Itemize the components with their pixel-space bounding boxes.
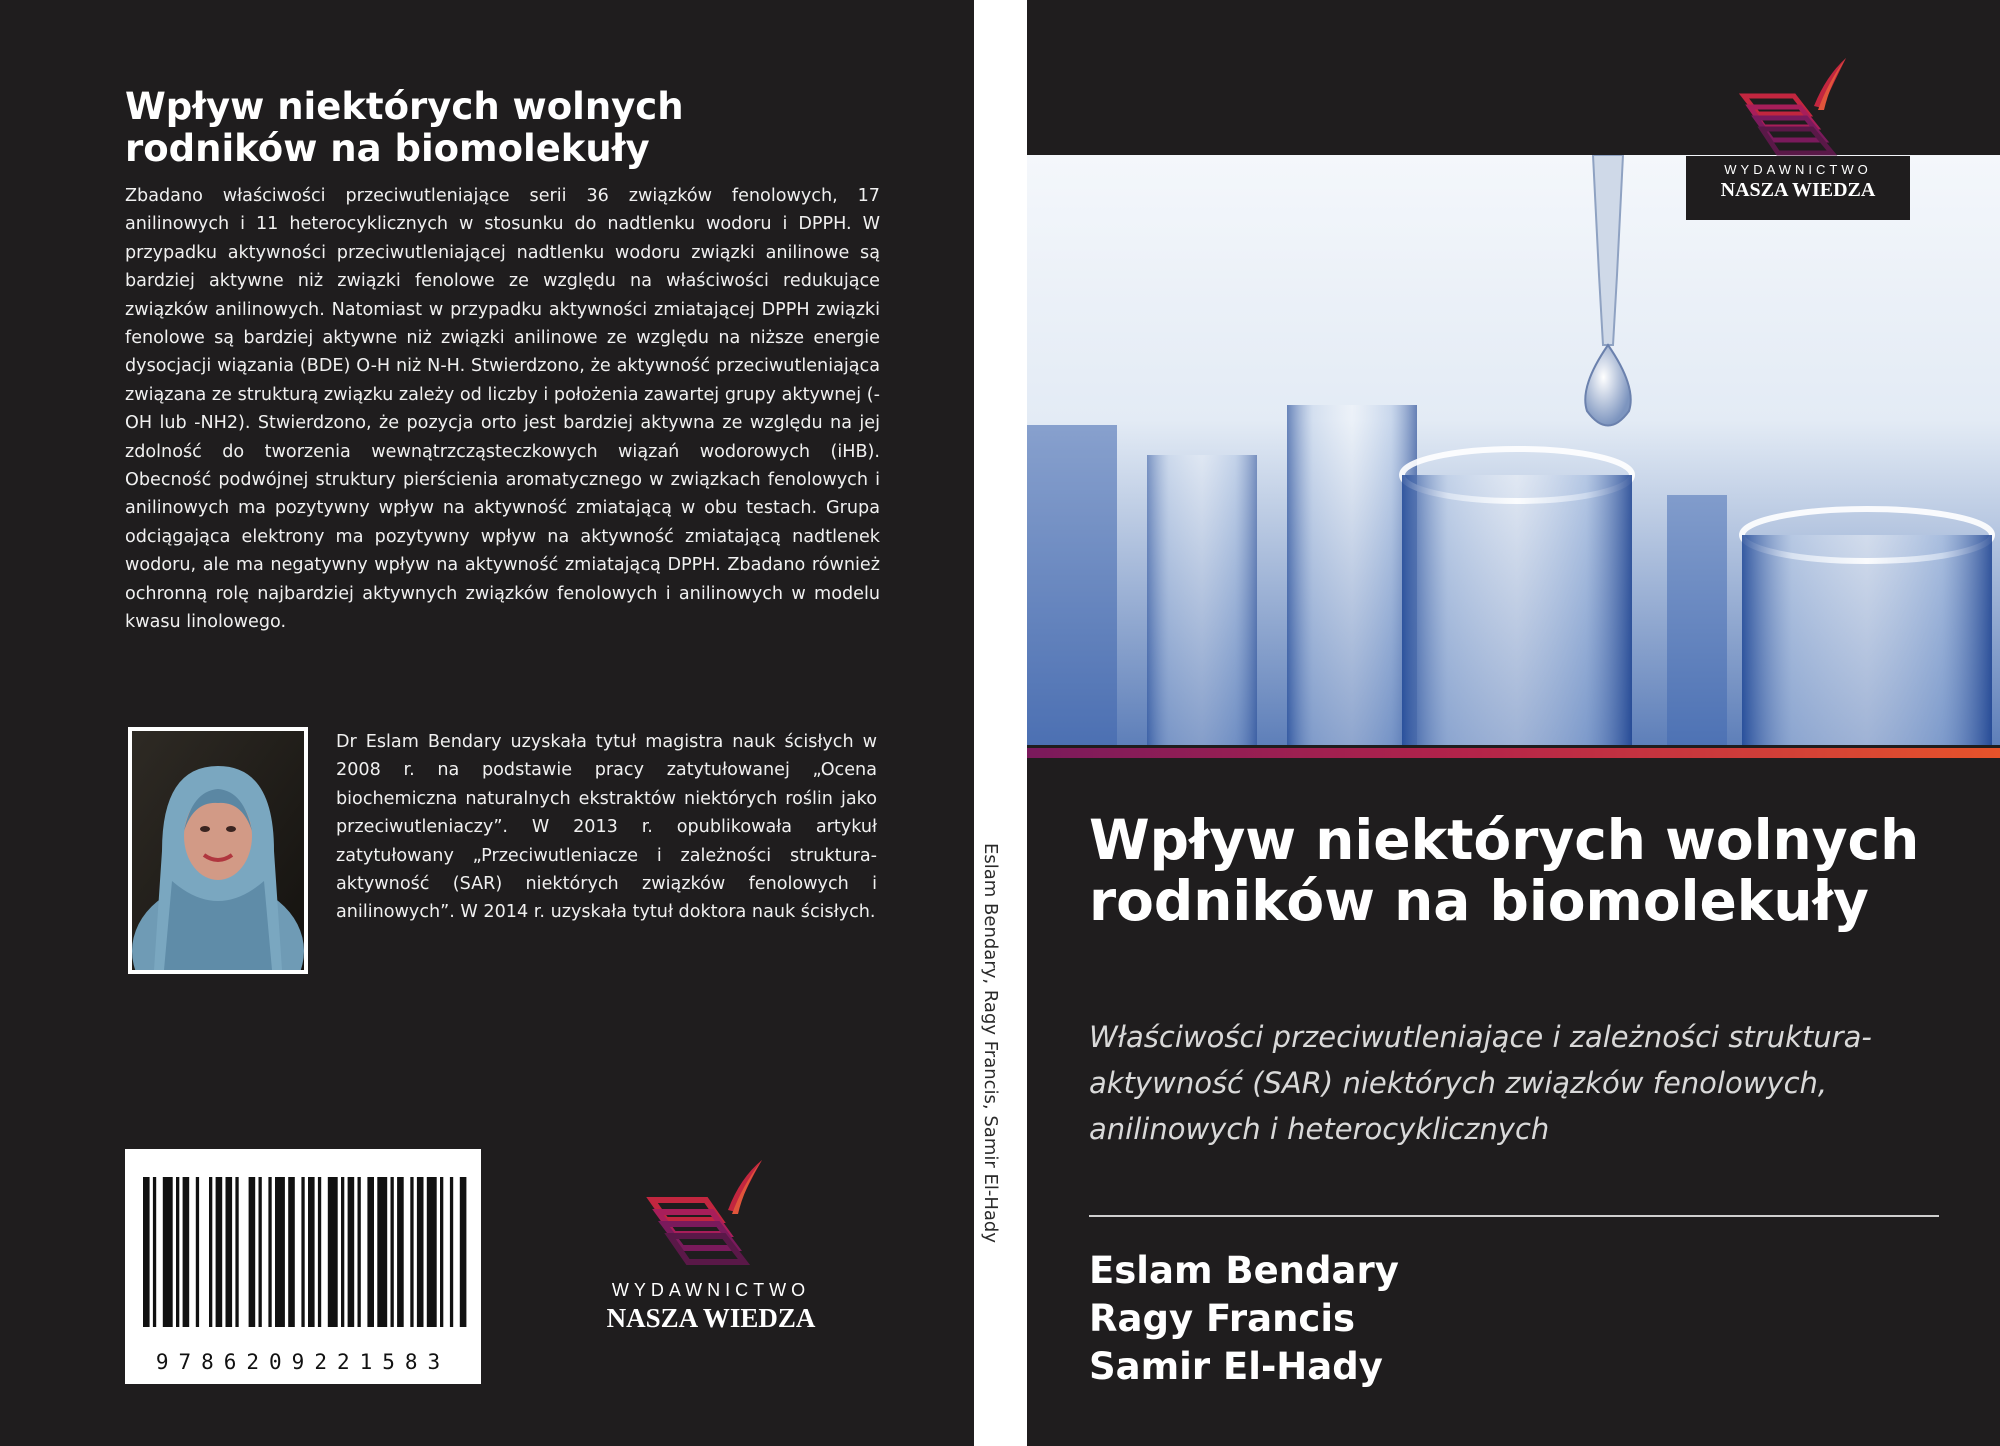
divider-line	[1089, 1215, 1939, 1217]
barcode-bar	[209, 1177, 212, 1327]
publisher-line1: WYDAWNICTWO	[611, 1280, 811, 1300]
barcode-bar	[397, 1177, 404, 1327]
author-bio: Dr Eslam Bendary uzyskała tytuł magistra nauk ścisłych w 2008 r. na podstawie pracy zatytułowanej „Ocena biochemiczna naturalnych ekstraktów niektórych roślin jako przeciwutleniaczy”. W 2013 r. opublikowała artykuł zatytułowany „Przeciwutleniacze i zależności struktura-aktywność (SAR) niektórych związków fenolowych i anilinowych”. W 2014 r. uzyskała tytuł doktora nauk ścisłych.	[336, 732, 877, 923]
lab-pipette-test-tubes-photo	[1027, 155, 2000, 745]
barcode-bar	[235, 1177, 238, 1327]
barcode-bar	[318, 1177, 321, 1327]
accent-stripe	[1027, 748, 2000, 758]
barcode-bar	[176, 1177, 179, 1327]
publisher-line2: NASZA WIEDZA	[606, 1303, 816, 1333]
front-cover-title: Wpływ niektórych wolnych rodników na biomolekuły	[1089, 808, 1920, 933]
publisher-line1: WYDAWNICTWO	[1724, 162, 1872, 177]
barcode-bar	[377, 1177, 387, 1327]
barcode-bar	[348, 1177, 355, 1327]
barcode-bar	[410, 1177, 413, 1327]
barcode-bar	[450, 1177, 453, 1327]
barcode-bar	[249, 1177, 256, 1327]
publisher-line2: NASZA WIEDZA	[1720, 179, 1876, 201]
barcode-bar	[367, 1177, 374, 1327]
barcode-bar	[341, 1177, 344, 1327]
barcode-bar	[308, 1177, 315, 1327]
barcode-bar	[268, 1177, 271, 1327]
front-logo-plate	[1686, 156, 1910, 220]
barcode-bar	[153, 1177, 156, 1327]
book-quill-icon	[582, 1158, 840, 1268]
barcode-bar	[163, 1177, 173, 1327]
barcode-bar	[417, 1177, 424, 1327]
author-name: Ragy Francis	[1089, 1297, 1356, 1340]
author-name: Samir El-Hady	[1089, 1345, 1383, 1388]
cover-photo	[1027, 155, 2000, 745]
back-cover-blurb: Zbadano właściwości przeciwutleniające serii 36 związków fenolowych, 17 anilinowych i 11 heterocyklicznych w stosunku do nadtlenku wodoru i DPPH. W przypadku aktywności przeciwutleniającej nadtlenku wodoru związki anilinowe są bardziej aktywne niż związki fenolowe ze względu na właściwości redukujące związków anilinowych. Natomiast w przypadku aktywności zmiatającej DPPH związki fenolowe są bardziej aktywne niż związki anilinowe ze względu na niższe energie dysocjacji wiązania (BDE) O-H niż N-H. Stwierdzono, że aktywność przeciwutleniająca związana ze strukturą związku zależy od liczby i położenia zawartej grupy aktywnej (-OH lub -NH2). Stwierdzono, że pozycja orto jest bardziej aktywna ze względu na jej zdolność do tworzenia wewnątrzcząsteczkowych wiązań wodorowych (iHB). Obecność podwójnej struktury pierścienia aromatycznego w związkach fenolowych i anilinowych ma pozytywny wpływ na aktywność zmiatającą w obu testach. Grupa odciągająca elektrony ma pozytywny wpływ na aktywność zmiatającą nadtlenek wodoru, ale ma negatywny wpływ na aktywność zmiatającą DPPH. Zbadano również ochronną rolę najbardziej aktywnych związków fenolowych i anilinowych w modelu kwasu linolowego.	[125, 186, 880, 633]
barcode-bar	[259, 1177, 262, 1327]
author-portrait-image	[132, 731, 304, 970]
isbn-number: 9786209221583	[155, 1350, 451, 1374]
publisher-logo-front	[1686, 56, 1910, 220]
barcode-bar	[226, 1177, 233, 1327]
back-cover-title: Wpływ niektórych wolnych rodników na biomolekuły	[125, 85, 684, 170]
barcode-bar	[196, 1177, 199, 1327]
author-name: Eslam Bendary	[1089, 1249, 1399, 1292]
barcode-bar	[183, 1177, 190, 1327]
author-photo	[128, 727, 308, 974]
back-cover	[0, 0, 974, 1446]
barcode-bar	[328, 1177, 338, 1327]
publisher-logo-back	[582, 1158, 840, 1338]
spine-authors: Eslam Bendary, Ragy Francis, Samir El-Hady	[980, 843, 1001, 1243]
barcode-bar	[460, 1177, 467, 1327]
barcode-bar	[216, 1177, 223, 1327]
barcode-bar	[275, 1177, 285, 1327]
barcode-bar	[288, 1177, 295, 1327]
barcode-bar	[301, 1177, 304, 1327]
barcode-bars	[125, 1149, 481, 1349]
front-cover-subtitle: Właściwości przeciwutleniające i zależności struktura-aktywność (SAR) niektórych związków fenolowych, anilinowych i heterocyklicznych	[1089, 1020, 1872, 1146]
book-quill-icon	[1686, 56, 1910, 166]
barcode-bar	[143, 1177, 150, 1327]
barcode-bar	[391, 1177, 394, 1327]
barcode-bar	[440, 1177, 443, 1327]
barcode-bar	[358, 1177, 361, 1327]
barcode-bar	[427, 1177, 437, 1327]
isbn-barcode	[125, 1149, 481, 1384]
author-list	[1089, 1247, 1789, 1391]
